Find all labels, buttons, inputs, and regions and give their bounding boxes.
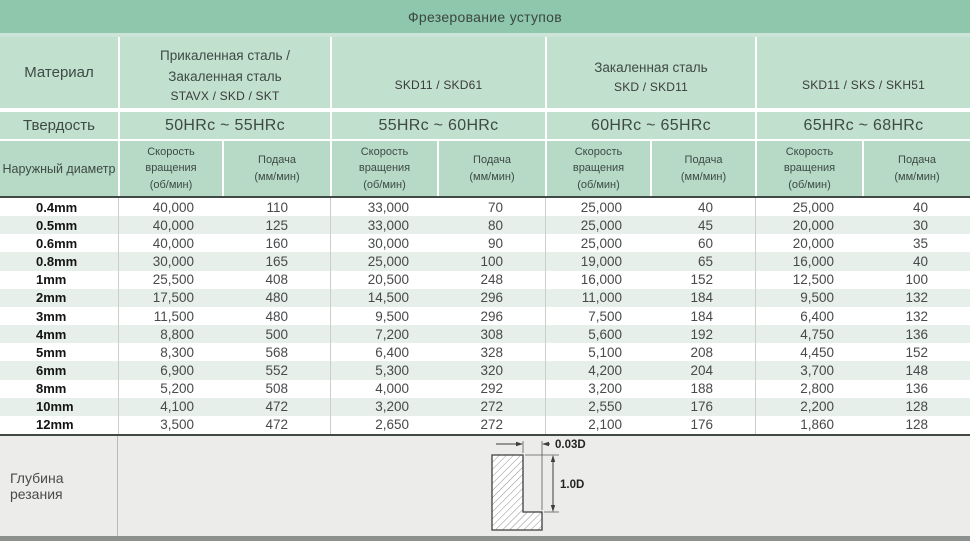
speed-value-cell: 4,100 xyxy=(118,398,222,416)
feed-value-cell: 152 xyxy=(690,272,713,288)
feed-header-group-2 xyxy=(437,141,545,196)
speed-value-cell: 20,000 xyxy=(755,216,862,234)
speed-value-cell: 6,900 xyxy=(118,361,222,379)
speed-value-cell: 40,000 xyxy=(118,198,222,216)
speed-value-cell: 1,860 xyxy=(755,416,862,434)
feed-header-group-3 xyxy=(650,141,755,196)
subheader-line: (мм/мин) xyxy=(680,170,727,183)
feed-value-cell: 128 xyxy=(905,399,928,415)
feed-value-cell: 472 xyxy=(265,399,288,415)
feed-value-cell: 165 xyxy=(265,254,288,270)
feed-value-cell: 184 xyxy=(690,290,713,306)
speed-value-cell: 11,500 xyxy=(118,307,222,325)
speed-value-cell: 33,000 xyxy=(330,198,437,216)
feed-value-cell: 30 xyxy=(912,217,928,233)
feed-value-cell: 500 xyxy=(265,326,288,342)
hardness-row xyxy=(0,112,970,139)
feed-value-cell: 184 xyxy=(690,308,713,324)
material-line: Закаленная сталь xyxy=(168,68,282,84)
feed-value-cell: 60 xyxy=(697,235,713,251)
speed-value-cell: 2,200 xyxy=(755,398,862,416)
feed-value-cell: 408 xyxy=(265,272,288,288)
diameter-cell: 0.5mm xyxy=(36,217,78,233)
feed-header-group-1 xyxy=(222,141,330,196)
table-title-bar xyxy=(0,0,970,33)
feed-value-cell: 176 xyxy=(690,417,713,433)
speed-value-cell: 11,000 xyxy=(545,289,650,307)
speed-value-cell: 25,000 xyxy=(545,198,650,216)
speed-value-cell: 25,000 xyxy=(545,234,650,252)
speed-value-cell: 5,200 xyxy=(118,380,222,398)
speed-value-cell: 17,500 xyxy=(118,289,222,307)
speed-value-cell: 9,500 xyxy=(755,289,862,307)
speed-value-cell: 12,500 xyxy=(755,271,862,289)
feed-value-cell: 80 xyxy=(487,217,503,233)
subheader-line: вращения xyxy=(145,162,197,175)
material-line: SKD / SKD11 xyxy=(613,80,688,94)
speed-value-cell: 7,200 xyxy=(330,325,437,343)
feed-value-cell: 296 xyxy=(480,308,503,324)
feed-value-cell: 110 xyxy=(266,199,288,215)
feed-value-cell: 35 xyxy=(912,235,928,251)
page-title: Фрезерование уступов xyxy=(407,8,563,25)
material-group-4 xyxy=(755,37,970,108)
feed-value-cell: 70 xyxy=(487,199,503,215)
feed-value-cell: 176 xyxy=(690,399,713,415)
feed-value-cell: 136 xyxy=(905,326,928,342)
speed-value-cell: 19,000 xyxy=(545,252,650,270)
feed-value-cell: 152 xyxy=(905,344,928,360)
dim-step-depth-label: 1.0D xyxy=(560,479,585,491)
subheader-line: (об/мин) xyxy=(788,178,831,191)
subheader-line: (об/мин) xyxy=(363,178,406,191)
subheader-line: (об/мин) xyxy=(577,178,620,191)
feed-value-cell: 40 xyxy=(697,199,713,215)
speed-value-cell: 6,400 xyxy=(755,307,862,325)
speed-header-group-1 xyxy=(118,141,222,196)
subheader-line: Подача xyxy=(898,154,936,166)
feed-value-cell: 40 xyxy=(912,199,928,215)
diameter-cell: 6mm xyxy=(36,362,67,378)
table-row-12mm xyxy=(0,416,970,434)
speed-value-cell: 5,300 xyxy=(330,361,437,379)
material-label: Материал xyxy=(0,37,118,108)
diameter-cell: 2mm xyxy=(36,290,67,306)
table-row-6mm xyxy=(0,361,970,379)
table-row-8mm xyxy=(0,380,970,398)
table-row-0.8mm xyxy=(0,252,970,270)
feed-value-cell: 100 xyxy=(905,272,928,288)
speed-value-cell: 40,000 xyxy=(118,216,222,234)
speed-value-cell: 25,000 xyxy=(330,252,437,270)
speed-value-cell: 20,500 xyxy=(330,271,437,289)
feed-header-group-4 xyxy=(862,141,970,196)
feed-value-cell: 552 xyxy=(265,362,288,378)
speed-value-cell: 4,200 xyxy=(545,361,650,379)
speed-value-cell: 30,000 xyxy=(118,252,222,270)
cutting-depth-label: Глубина резания xyxy=(0,436,118,536)
material-line: SKD11 / SKD61 xyxy=(394,77,483,92)
feed-value-cell: 65 xyxy=(697,254,713,270)
speed-value-cell: 25,000 xyxy=(755,198,862,216)
speed-value-cell: 3,200 xyxy=(330,398,437,416)
speed-header-group-4 xyxy=(755,141,862,196)
feed-value-cell: 128 xyxy=(905,417,928,433)
bottom-accent-bar xyxy=(0,536,970,541)
feed-value-cell: 248 xyxy=(480,272,503,288)
speed-value-cell: 30,000 xyxy=(330,234,437,252)
table-row-0.5mm xyxy=(0,216,970,234)
material-line: STAVX / SKD / SKT xyxy=(170,88,280,103)
feed-value-cell: 192 xyxy=(690,326,713,342)
speed-value-cell: 2,550 xyxy=(545,398,650,416)
speed-value-cell: 14,500 xyxy=(330,289,437,307)
feed-value-cell: 136 xyxy=(905,381,928,397)
feed-value-cell: 188 xyxy=(690,381,713,397)
subheader-line: Подача xyxy=(473,154,511,166)
feed-value-cell: 308 xyxy=(480,326,503,342)
speed-value-cell: 16,000 xyxy=(545,271,650,289)
feed-value-cell: 204 xyxy=(690,362,713,378)
diameter-cell: 10mm xyxy=(36,399,74,415)
feed-value-cell: 480 xyxy=(265,308,288,324)
speed-value-cell: 40,000 xyxy=(118,234,222,252)
material-line: SKD11 / SKS / SKH51 xyxy=(802,77,925,92)
speed-value-cell: 33,000 xyxy=(330,216,437,234)
table-row-4mm xyxy=(0,325,970,343)
speed-value-cell: 2,800 xyxy=(755,380,862,398)
speed-value-cell: 2,100 xyxy=(545,416,650,434)
speed-value-cell: 5,600 xyxy=(545,325,650,343)
diameter-label: Наружный диаметр xyxy=(0,141,118,196)
material-header-row xyxy=(0,37,970,108)
speed-value-cell: 3,700 xyxy=(755,361,862,379)
subheader-line: (мм/мин) xyxy=(254,170,300,183)
table-row-10mm xyxy=(0,398,970,416)
hardness-group-1: 50HRc ~ 55HRc xyxy=(118,112,330,139)
subheader-line: (мм/мин) xyxy=(894,170,940,183)
feed-value-cell: 480 xyxy=(265,290,288,306)
feed-value-cell: 208 xyxy=(690,344,713,360)
speed-value-cell: 20,000 xyxy=(755,234,862,252)
feed-value-cell: 100 xyxy=(480,254,503,270)
speed-header-group-3 xyxy=(545,141,650,196)
hardness-group-3: 60HRc ~ 65HRc xyxy=(545,112,755,139)
diameter-cell: 8mm xyxy=(36,381,67,397)
step-profile-diagram xyxy=(488,438,618,534)
data-rows xyxy=(0,198,970,434)
subheader-line: Подача xyxy=(258,154,296,166)
speed-value-cell: 25,000 xyxy=(545,216,650,234)
hardness-group-2: 55HRc ~ 60HRc xyxy=(330,112,545,139)
speed-value-cell: 2,650 xyxy=(330,416,437,434)
subheader-line: Скорость xyxy=(360,145,409,158)
feed-value-cell: 272 xyxy=(480,399,503,415)
subheader-line: (мм/мин) xyxy=(469,170,515,183)
subheader-line: Подача xyxy=(684,154,723,166)
table-row-3mm xyxy=(0,307,970,325)
speed-value-cell: 7,500 xyxy=(545,307,650,325)
feed-value-cell: 568 xyxy=(265,344,288,360)
feed-value-cell: 148 xyxy=(905,362,928,378)
cutting-depth-section xyxy=(0,436,970,536)
material-line: Закаленная сталь xyxy=(594,60,708,75)
feed-value-cell: 40 xyxy=(912,254,928,270)
speed-value-cell: 3,200 xyxy=(545,380,650,398)
feed-value-cell: 472 xyxy=(265,417,288,433)
diameter-cell: 12mm xyxy=(36,417,74,433)
diameter-cell: 0.6mm xyxy=(36,235,78,251)
feed-value-cell: 328 xyxy=(480,344,503,360)
speed-value-cell: 8,800 xyxy=(118,325,222,343)
speed-value-cell: 4,000 xyxy=(330,380,437,398)
speed-value-cell: 6,400 xyxy=(330,343,437,361)
subheader-line: вращения xyxy=(358,162,411,175)
dim-step-width-label: 0.03D xyxy=(555,439,586,451)
diameter-cell: 5mm xyxy=(36,344,67,360)
subheader-row xyxy=(0,141,970,196)
feed-value-cell: 320 xyxy=(480,362,503,378)
speed-value-cell: 25,500 xyxy=(118,271,222,289)
diameter-cell: 4mm xyxy=(36,326,67,342)
subheader-line: (об/мин) xyxy=(149,178,193,191)
speed-header-group-2 xyxy=(330,141,437,196)
speed-value-cell: 4,750 xyxy=(755,325,862,343)
feed-value-cell: 132 xyxy=(905,290,928,306)
table-row-2mm xyxy=(0,289,970,307)
speed-value-cell: 16,000 xyxy=(755,252,862,270)
speed-value-cell: 8,300 xyxy=(118,343,222,361)
table-row-0.4mm xyxy=(0,198,970,216)
material-group-1 xyxy=(118,37,330,108)
diameter-cell: 1mm xyxy=(36,272,67,288)
feed-value-cell: 90 xyxy=(487,235,503,251)
diameter-cell: 0.4mm xyxy=(36,199,78,215)
material-line: Прикаленная сталь / xyxy=(159,47,291,63)
feed-value-cell: 272 xyxy=(480,417,503,433)
feed-value-cell: 292 xyxy=(480,381,503,397)
feed-value-cell: 508 xyxy=(265,381,288,397)
workpiece-hatch xyxy=(492,455,542,530)
feed-value-cell: 125 xyxy=(265,217,288,233)
subheader-line: Скорость xyxy=(785,145,834,158)
diameter-cell: 3mm xyxy=(36,308,67,324)
subheader-line: вращения xyxy=(783,162,836,175)
subheader-line: вращения xyxy=(572,162,625,175)
material-group-2 xyxy=(330,37,545,108)
speed-value-cell: 3,500 xyxy=(118,416,222,434)
speed-value-cell: 5,100 xyxy=(545,343,650,361)
table-row-5mm xyxy=(0,343,970,361)
hardness-label: Твердость xyxy=(0,112,118,139)
feed-value-cell: 45 xyxy=(697,217,713,233)
speed-value-cell: 4,450 xyxy=(755,343,862,361)
feed-value-cell: 296 xyxy=(480,290,503,306)
subheader-line: Скорость xyxy=(147,145,195,158)
diameter-cell: 0.8mm xyxy=(36,254,78,270)
subheader-line: Скорость xyxy=(574,145,623,158)
feed-value-cell: 132 xyxy=(905,308,928,324)
feed-value-cell: 160 xyxy=(265,235,288,251)
table-row-0.6mm xyxy=(0,234,970,252)
speed-value-cell: 9,500 xyxy=(330,307,437,325)
table-row-1mm xyxy=(0,271,970,289)
hardness-group-4: 65HRc ~ 68HRc xyxy=(755,112,970,139)
material-group-3 xyxy=(545,37,755,108)
